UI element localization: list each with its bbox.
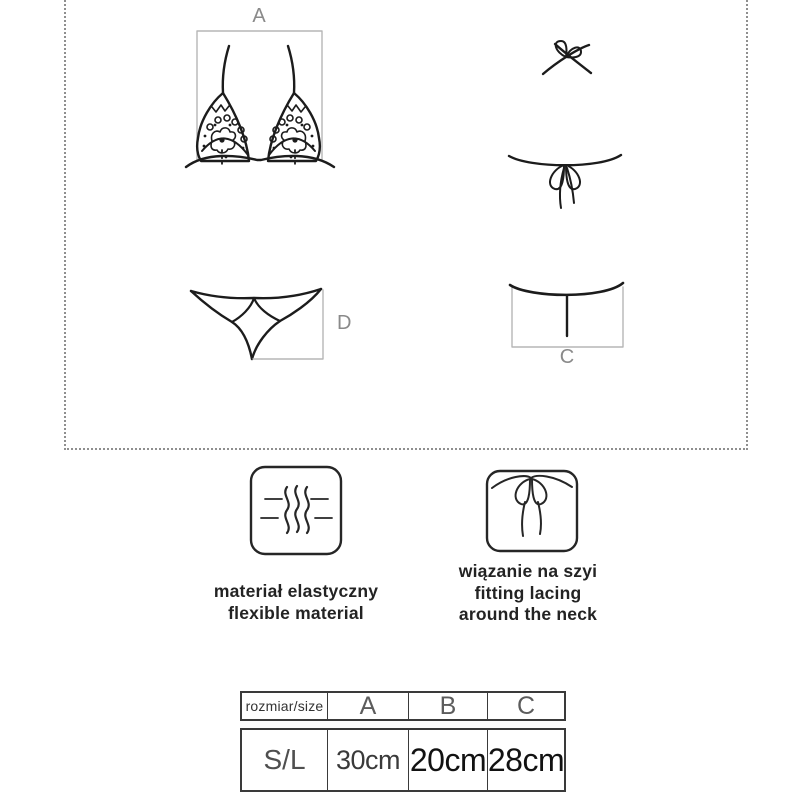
measure-label-a: A — [252, 5, 266, 27]
bra-cup-left — [197, 46, 249, 167]
size-table-col-a: A — [327, 693, 408, 719]
caption-line: fitting lacing — [474, 582, 582, 603]
measure-bracket-d — [253, 290, 323, 359]
bra-front-drawing — [186, 31, 334, 167]
neck-bow — [543, 41, 591, 74]
size-table-col-b: B — [408, 693, 487, 719]
neck-lacing-caption — [404, 561, 652, 626]
size-table-header-row — [240, 691, 566, 721]
measure-label-c: C — [559, 346, 575, 368]
value-cell-a: 30cm — [327, 730, 408, 790]
back-band-bow — [509, 155, 621, 208]
bra-cup-right — [268, 46, 320, 167]
bra-back-drawing — [509, 41, 621, 208]
flexible-material-icon — [247, 462, 345, 560]
size-table — [240, 691, 566, 792]
panty-back-drawing — [510, 283, 623, 347]
value-cell-c: 28cm — [487, 730, 564, 790]
caption-line: wiązanie na szyi — [458, 561, 598, 581]
measure-label-d: D — [337, 312, 352, 334]
size-cell: S/L — [263, 744, 306, 775]
caption-line: flexible material — [228, 602, 364, 623]
neck-lacing-icon — [483, 466, 581, 558]
size-table-col-c: C — [487, 693, 564, 719]
caption-line: materiał elastyczny — [213, 581, 379, 601]
flexible-material-caption — [170, 581, 422, 624]
value-cell-b: 20cm — [408, 730, 487, 790]
panty-front-drawing — [191, 289, 323, 359]
size-table-header-label: rozmiar/size — [245, 698, 324, 714]
size-table-data-row — [240, 728, 566, 792]
caption-line: around the neck — [458, 604, 598, 624]
